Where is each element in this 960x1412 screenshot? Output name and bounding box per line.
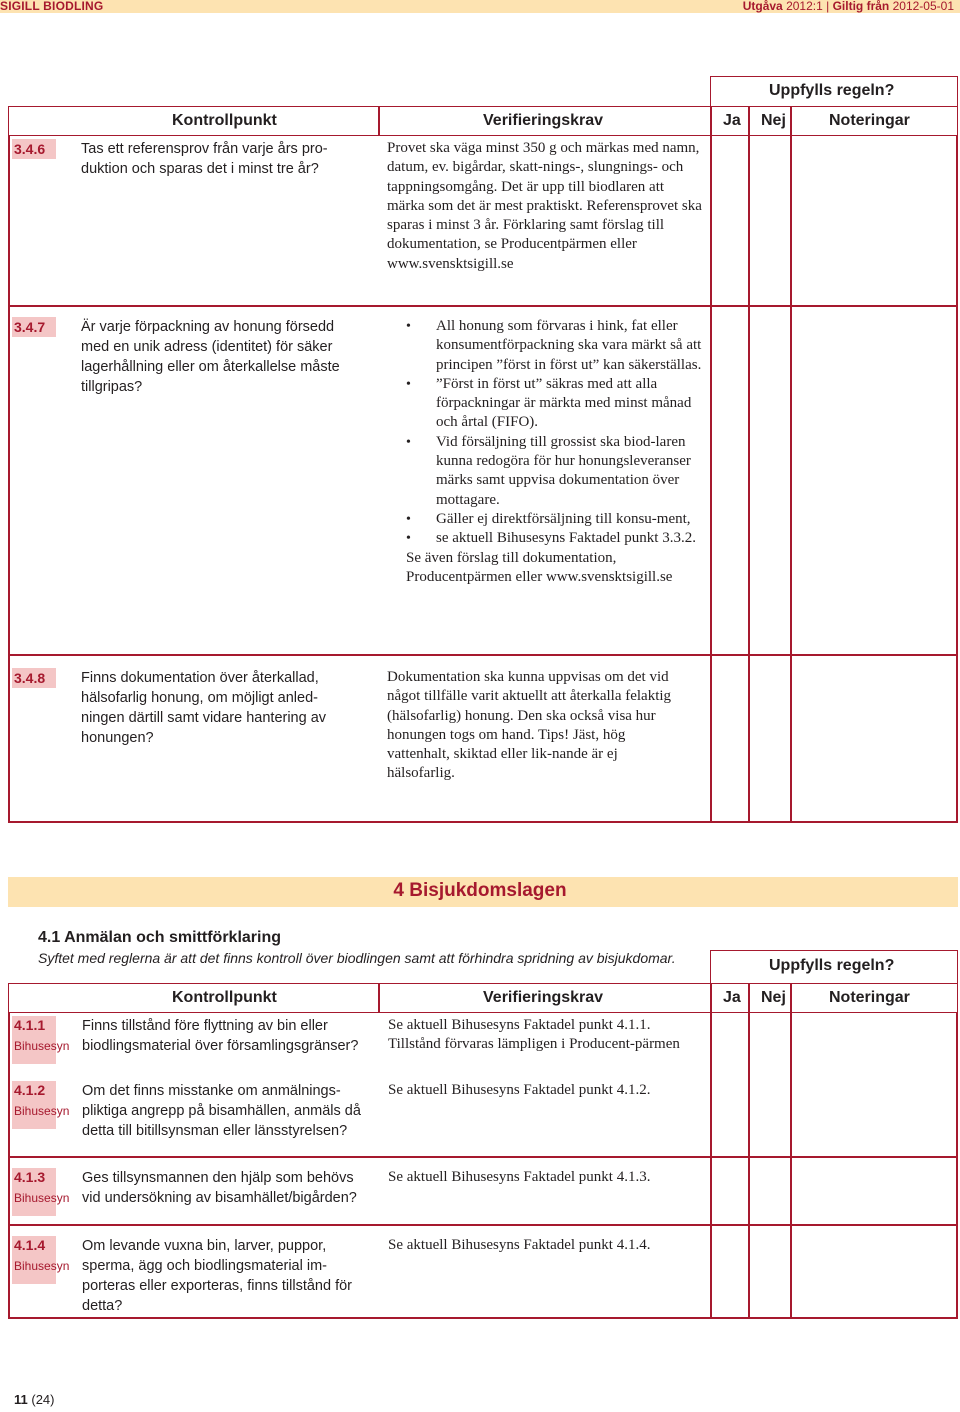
control-point-tag: Bihusesyn: [14, 1104, 70, 1118]
control-point-question: Om det finns misstanke om anmälnings-pliktiga angrepp på bisamhällen, anmäls då detta till bitillsynsman eller länsstyrelsen?: [82, 1083, 361, 1139]
requirement-bullet-list: [406, 317, 706, 549]
control-point-id: 3.4.8: [12, 668, 56, 688]
valid-label: Giltig från: [832, 0, 890, 13]
control-point-question: Ges tillsynsmannen den hjälp som behövs vid undersökning av bisamhället/bigården?: [82, 1170, 357, 1206]
col-verifieringskrav: Verifieringskrav: [483, 989, 604, 1006]
table2-ja-divider: [710, 983, 712, 1318]
table2-left-border: [8, 1013, 10, 1318]
table1-noteringar-divider: [790, 106, 792, 822]
requirement-bullet: • Gäller ej direktförsäljning till konsu-ment,: [406, 510, 706, 529]
table2-verif-divider: [378, 983, 380, 1013]
col-nej: Nej: [761, 112, 786, 129]
control-point-id: 4.1.4: [14, 1237, 46, 1253]
control-point-tag: Bihusesyn: [14, 1039, 70, 1053]
control-point-id: 4.1.1: [14, 1017, 46, 1033]
verification-requirement: Se aktuell Bihusesyns Faktadel punkt 4.1.1. Tillstånd förvaras lämpligen i Producent-pärmen: [388, 1017, 680, 1053]
verification-requirement: Se aktuell Bihusesyns Faktadel punkt 4.1.3.: [388, 1169, 651, 1185]
control-point-question: Om levande vuxna bin, larver, puppor, sperma, ägg och biodlingsmaterial im-porteras eller exporteras, finns tillstånd för detta?: [82, 1238, 352, 1314]
control-point-badge: [12, 1016, 70, 1064]
edition-value: 2012:1: [786, 0, 823, 13]
col-ja: Ja: [723, 112, 741, 129]
control-point-question: Finns tillstånd före flyttning av bin eller biodlingsmaterial över församlingsgränser?: [82, 1018, 359, 1054]
col-kontrollpunkt: Kontrollpunkt: [172, 989, 277, 1006]
control-point-id: 3.4.6: [12, 139, 56, 159]
requirement-bullet: • Vid försäljning till grossist ska biod-laren kunna redogöra för hur honungsleveranser märks samt uppvisa dokumentation över mottagare.: [406, 433, 706, 510]
table2-row-divider: [8, 1156, 958, 1158]
col-ja: Ja: [723, 989, 741, 1006]
subsection-description: Syftet med reglerna är att det finns kontroll över biodlingen samt att förhindra spridning av bisjukdomar.: [38, 950, 676, 966]
table1-row-divider: [8, 654, 958, 656]
table2-nej-divider: [748, 983, 750, 1318]
table1-nej-divider: [748, 106, 750, 822]
requirement-bullet: • All honung som förvaras i hink, fat eller konsumentförpackning ska vara märkt så att principen ”först in först ut” kan säkerställas.: [406, 317, 706, 375]
col-noteringar: Noteringar: [829, 112, 910, 129]
control-point-question: Tas ett referensprov från varje års pro-duktion och sparas det i minst tre år?: [81, 141, 328, 177]
control-point-id: 4.1.3: [14, 1169, 46, 1185]
edition-label: Utgåva: [742, 0, 783, 13]
control-point-question: Är varje förpackning av honung försedd med en unik adress (identitet) för säker lagerhållning eller om återkallelse måste tillgripas?: [81, 319, 340, 395]
table2-right-border: [956, 1013, 958, 1318]
table1-ja-divider: [710, 106, 712, 822]
page-current: 11: [14, 1392, 28, 1407]
control-point-badge: [12, 1168, 70, 1216]
col-nej: Nej: [761, 989, 786, 1006]
control-point-badge: [12, 1236, 70, 1284]
verification-requirement: Dokumentation ska kunna uppvisas om det vid något tillfälle varit aktuellt att återkalla felaktig (hälsofarlig) honung. Den ska också visa hur honungen togs om hand. Tips! Jäst, hög vattenhalt, skiktad eller lik-nande är ej hälsofarlig.: [387, 669, 672, 782]
control-point-tag: Bihusesyn: [14, 1259, 70, 1273]
requirement-bullet: • ”Först in först ut” säkras med att alla förpackningar är märkta med minst månad och årtal (FIFO).: [406, 375, 706, 433]
valid-value: 2012-05-01: [892, 0, 954, 13]
table2-noteringar-divider: [790, 983, 792, 1318]
verification-requirement: Se aktuell Bihusesyns Faktadel punkt 4.1.2.: [388, 1082, 651, 1098]
verification-requirement: Provet ska väga minst 350 g och märkas med namn, datum, ev. bigårdar, skatt-nings-, slungnings- och tappningsomgång. Det är upp till biodlaren att märka som det är mest praktiskt. Referensprovet ska sparas i minst 3 år. Förklaring samt förslag till dokumentation, se Producentpärmen eller www.svensktsigill.se: [387, 140, 702, 272]
page-number: [14, 1392, 55, 1407]
brand-title: SIGILL BIODLING: [0, 0, 104, 13]
control-point-id: 4.1.2: [14, 1082, 46, 1098]
control-point-id: 3.4.7: [12, 317, 56, 337]
control-point-tag: Bihusesyn: [14, 1191, 70, 1205]
page-total: (24): [31, 1392, 55, 1407]
edition-separator: |: [826, 0, 830, 13]
table2-bottom-border: [8, 1317, 958, 1319]
section-title: 4 Bisjukdomslagen: [393, 880, 567, 901]
control-point-badge: [12, 1081, 70, 1129]
table1-right-border: [956, 136, 958, 822]
subsection-title: 4.1 Anmälan och smittförklaring: [38, 929, 282, 946]
table1-verif-divider: [378, 106, 380, 136]
table1-bottom-border: [8, 821, 958, 823]
col-noteringar: Noteringar: [829, 989, 910, 1006]
col-verifieringskrav: Verifieringskrav: [483, 112, 604, 129]
table1-row-divider: [8, 305, 958, 307]
requirement-footer: Se även förslag till dokumentation, Producentpärmen eller www.svensktsigill.se: [406, 549, 673, 585]
verification-requirement: Se aktuell Bihusesyns Faktadel punkt 4.1.4.: [388, 1237, 651, 1253]
control-point-question: Finns dokumentation över återkallad, hälsofarlig honung, om möjligt anled-ningen därtill samt vidare hantering av honungen?: [81, 670, 327, 746]
compliance-label: Uppfylls regeln?: [769, 957, 895, 974]
requirement-bullet: • se aktuell Bihusesyns Faktadel punkt 3.3.2.: [406, 529, 706, 548]
compliance-label: Uppfylls regeln?: [769, 82, 895, 99]
verification-requirement: [406, 317, 706, 587]
table2-row-divider: [8, 1224, 958, 1226]
col-kontrollpunkt: Kontrollpunkt: [172, 112, 277, 129]
edition-info: [743, 0, 954, 13]
table1-left-border: [8, 136, 10, 822]
